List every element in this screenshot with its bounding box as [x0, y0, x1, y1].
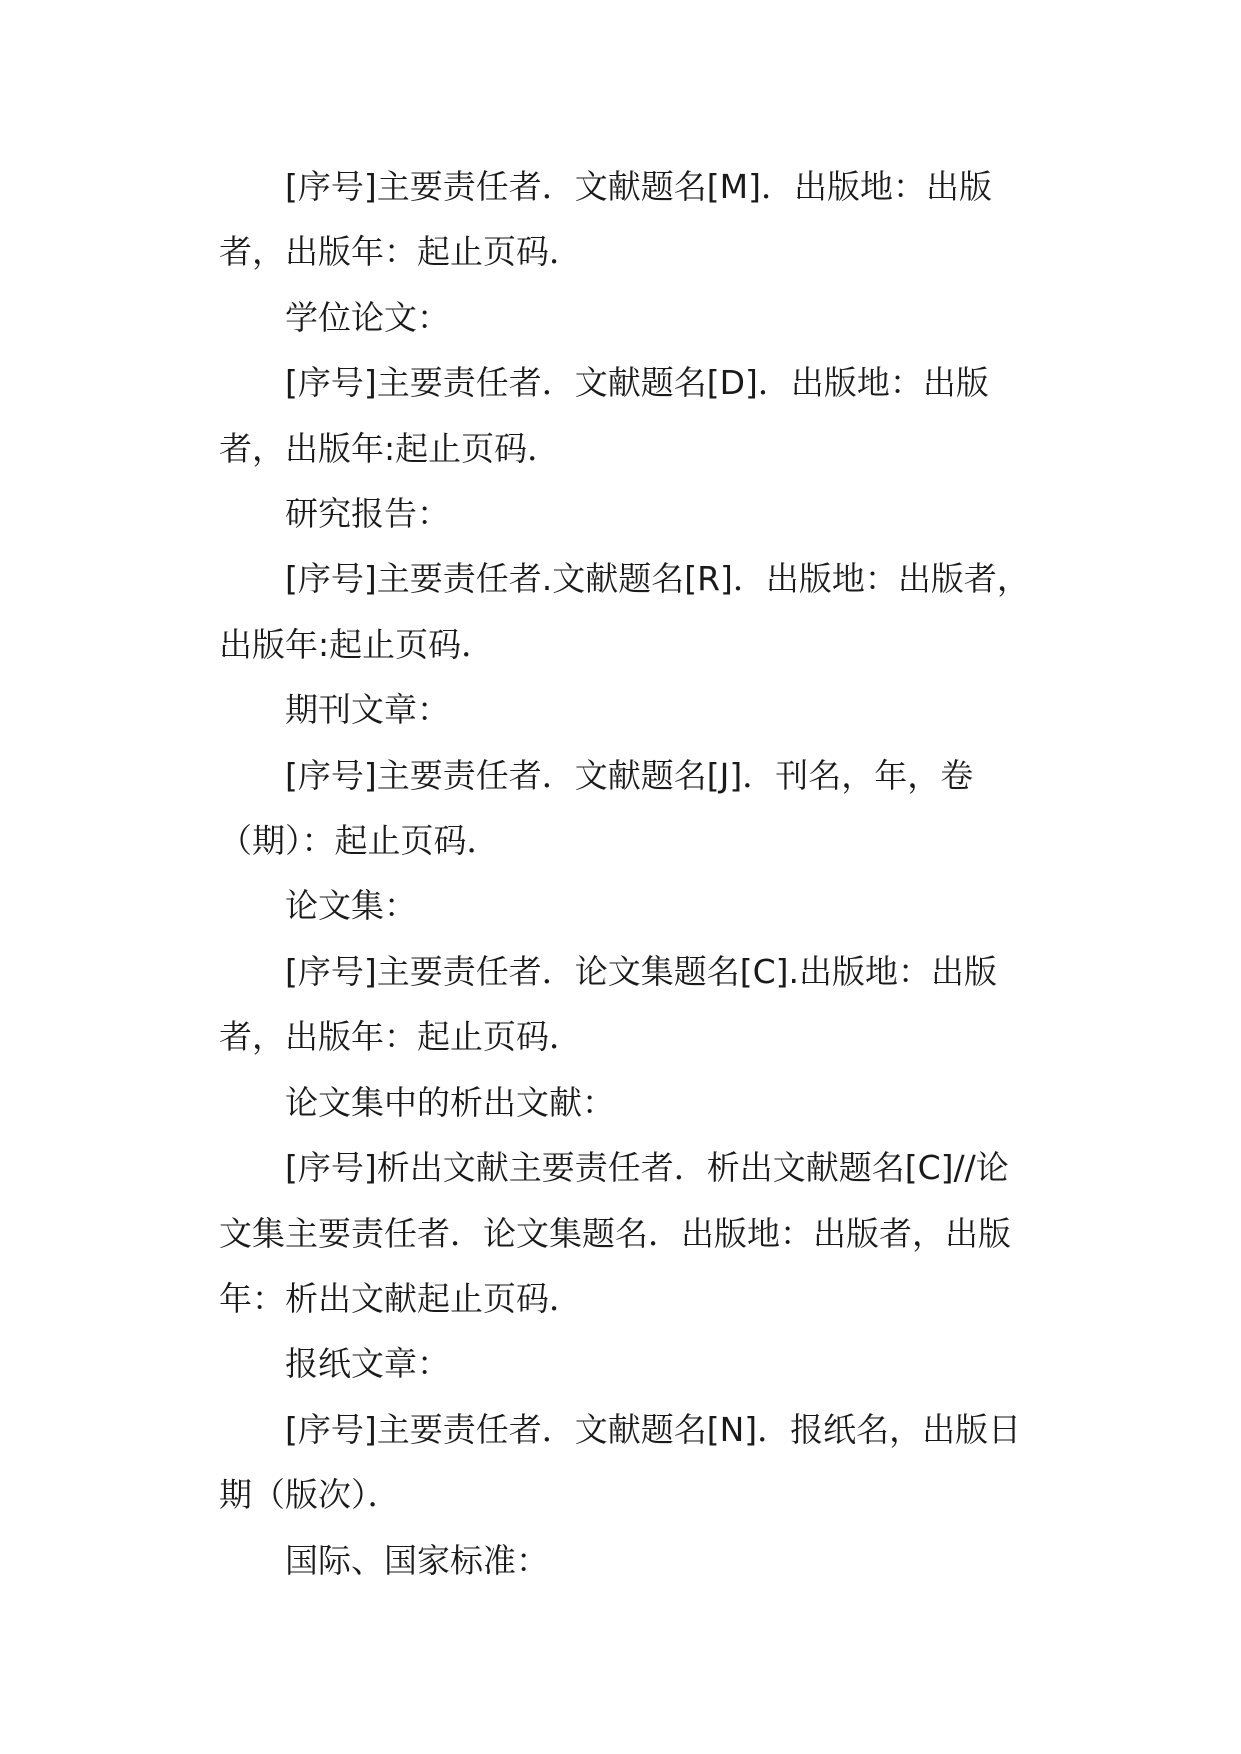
heading-dissertation: 学位论文： — [285, 297, 450, 337]
heading-standards: 国际、国家标准： — [285, 1540, 549, 1580]
document-body — [219, 154, 1039, 1593]
heading-research-report: 研究报告： — [285, 494, 450, 534]
heading-newspaper-article: 报纸文章： — [285, 1344, 450, 1384]
reference-format-proceedings: [序号]主要责任者．论文集题名[C].出版地：出版者，出版年：起止页码． — [219, 951, 998, 1057]
reference-format-monograph: [序号]主要责任者．文献题名[M]．出版地：出版者，出版年：起止页码． — [219, 167, 992, 272]
heading-journal-article: 期刊文章： — [285, 690, 450, 730]
reference-format-journal-article: [序号]主要责任者．文献题名[J]．刊名，年，卷（期）：起止页码． — [219, 755, 974, 861]
reference-format-proceedings-extract: [序号]析出文献主要责任者．析出文献题名[C]//论文集主要责任者．论文集题名．出版地：出版者，出版年：析出文献起止页码． — [219, 1148, 1011, 1318]
reference-format-dissertation: [序号]主要责任者．文献题名[D]．出版地：出版者，出版年:起止页码． — [219, 363, 989, 468]
reference-format-newspaper-article: [序号]主要责任者．文献题名[N]．报纸名，出版日期（版次）． — [219, 1409, 1022, 1515]
heading-proceedings: 论文集： — [285, 886, 417, 926]
reference-format-research-report: [序号]主要责任者.文献题名[R]．出版地：出版者，出版年:起止页码． — [219, 559, 1030, 664]
heading-proceedings-extract: 论文集中的析出文献： — [285, 1082, 615, 1122]
